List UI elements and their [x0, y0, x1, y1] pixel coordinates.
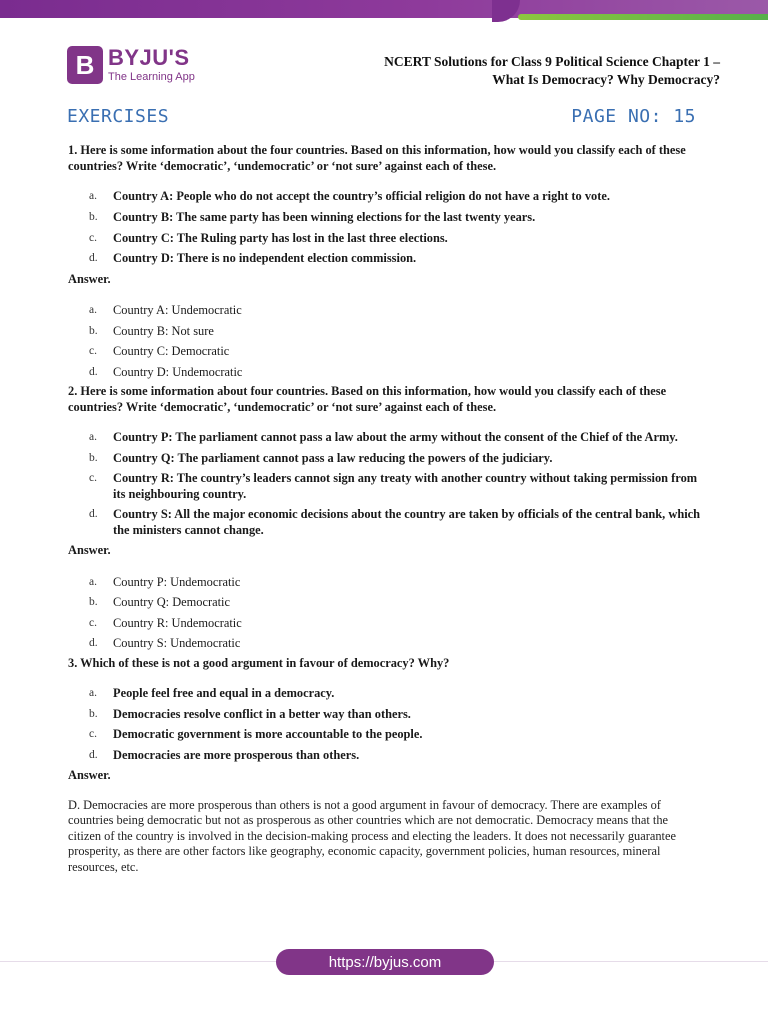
question-2-options [68, 430, 704, 538]
option-item: c. Country C: The Ruling party has lost in the last three elections. [89, 230, 448, 245]
option-item: d. Country D: There is no independent election commission. [89, 251, 417, 266]
logo-text [108, 47, 195, 83]
answer-item: b. Country Q: Democratic [89, 595, 230, 610]
document-body [68, 143, 704, 875]
answer-1-list [68, 303, 704, 380]
option-item: c. Country R: The country’s leaders cannot sign any treaty with another country without taking permission from its neighbouring country. [89, 471, 698, 501]
answer-label: Answer. [68, 543, 111, 558]
answer-label: Answer. [68, 768, 111, 783]
answer-2-list [68, 575, 704, 652]
option-item: a. Country A: People who do not accept the country’s official religion do not have a right to vote. [89, 189, 610, 203]
answer-item: a. Country P: Undemocratic [89, 574, 241, 589]
question-2: 2. Here is some information about four countries. Based on this information, how would you classify each of these countries? Write ‘democratic’, ‘undemocratic’ or ‘not sure’ against each of these. [68, 384, 667, 414]
answer-item: d. Country S: Undemocratic [89, 636, 241, 651]
question-1: 1. Here is some information about the four countries. Based on this information, how would you classify each of these countries? Write ‘democratic’, ‘undemocratic’ or ‘not sure’ against each of these. [68, 143, 686, 173]
logo-name: BYJU'S [108, 45, 190, 70]
answer-item: d. Country D: Undemocratic [89, 364, 243, 379]
option-item: c. Democratic government is more accountable to the people. [89, 727, 423, 742]
option-item: b. Democracies resolve conflict in a better way than others. [89, 706, 411, 721]
answer-label: Answer. [68, 271, 111, 286]
answer-3-paragraph: D. Democracies are more prosperous than others is not a good argument in favour of democracy. There are examples of countries being democratic but not as prosperous as other countries which are not democratic. Democracy means that the citizen of the country is involved in the decision-making process and electing the leaders. It does not necessarily guarantee prosperity, as there are other factors like geography, economic capacity, government policies, human resources, mineral resources, etc. [68, 797, 676, 874]
exercises-heading: EXERCISES [67, 106, 170, 127]
question-3-options [68, 686, 704, 763]
document-title [384, 53, 720, 89]
option-item: b. Country B: The same party has been winning elections for the last twenty years. [89, 209, 536, 224]
answer-item: a. Country A: Undemocratic [89, 303, 242, 318]
option-item: d. Country S: All the major economic decisions about the country are taken by officials of the central bank, which the ministers cannot change. [89, 507, 701, 537]
logo-b-icon: B [67, 46, 103, 84]
option-item: a. People feel free and equal in a democracy. [89, 686, 335, 701]
option-item: a. Country P: The parliament cannot pass a law about the army without the consent of the Chief of the Army. [89, 430, 678, 445]
question-1-options [68, 189, 704, 267]
answer-item: c. Country C: Democratic [89, 344, 230, 359]
page-number: PAGE NO: 15 [571, 106, 696, 127]
question-3: 3. Which of these is not a good argument in favour of democracy? Why? [68, 655, 450, 670]
footer-website-link[interactable]: https://byjus.com [276, 949, 494, 975]
answer-item: b. Country B: Not sure [89, 323, 214, 338]
top-banner-accent [518, 14, 768, 20]
top-banner-curve [492, 0, 520, 22]
title-line-1: NCERT Solutions for Class 9 Political Science Chapter 1 – [384, 54, 720, 69]
logo-tagline: The Learning App [108, 71, 195, 83]
title-line-2: What Is Democracy? Why Democracy? [492, 72, 720, 87]
option-item: d. Democracies are more prosperous than others. [89, 747, 360, 762]
option-item: b. Country Q: The parliament cannot pass a law reducing the powers of the judiciary. [89, 450, 553, 465]
answer-item: c. Country R: Undemocratic [89, 615, 242, 630]
byjus-logo [67, 45, 195, 85]
